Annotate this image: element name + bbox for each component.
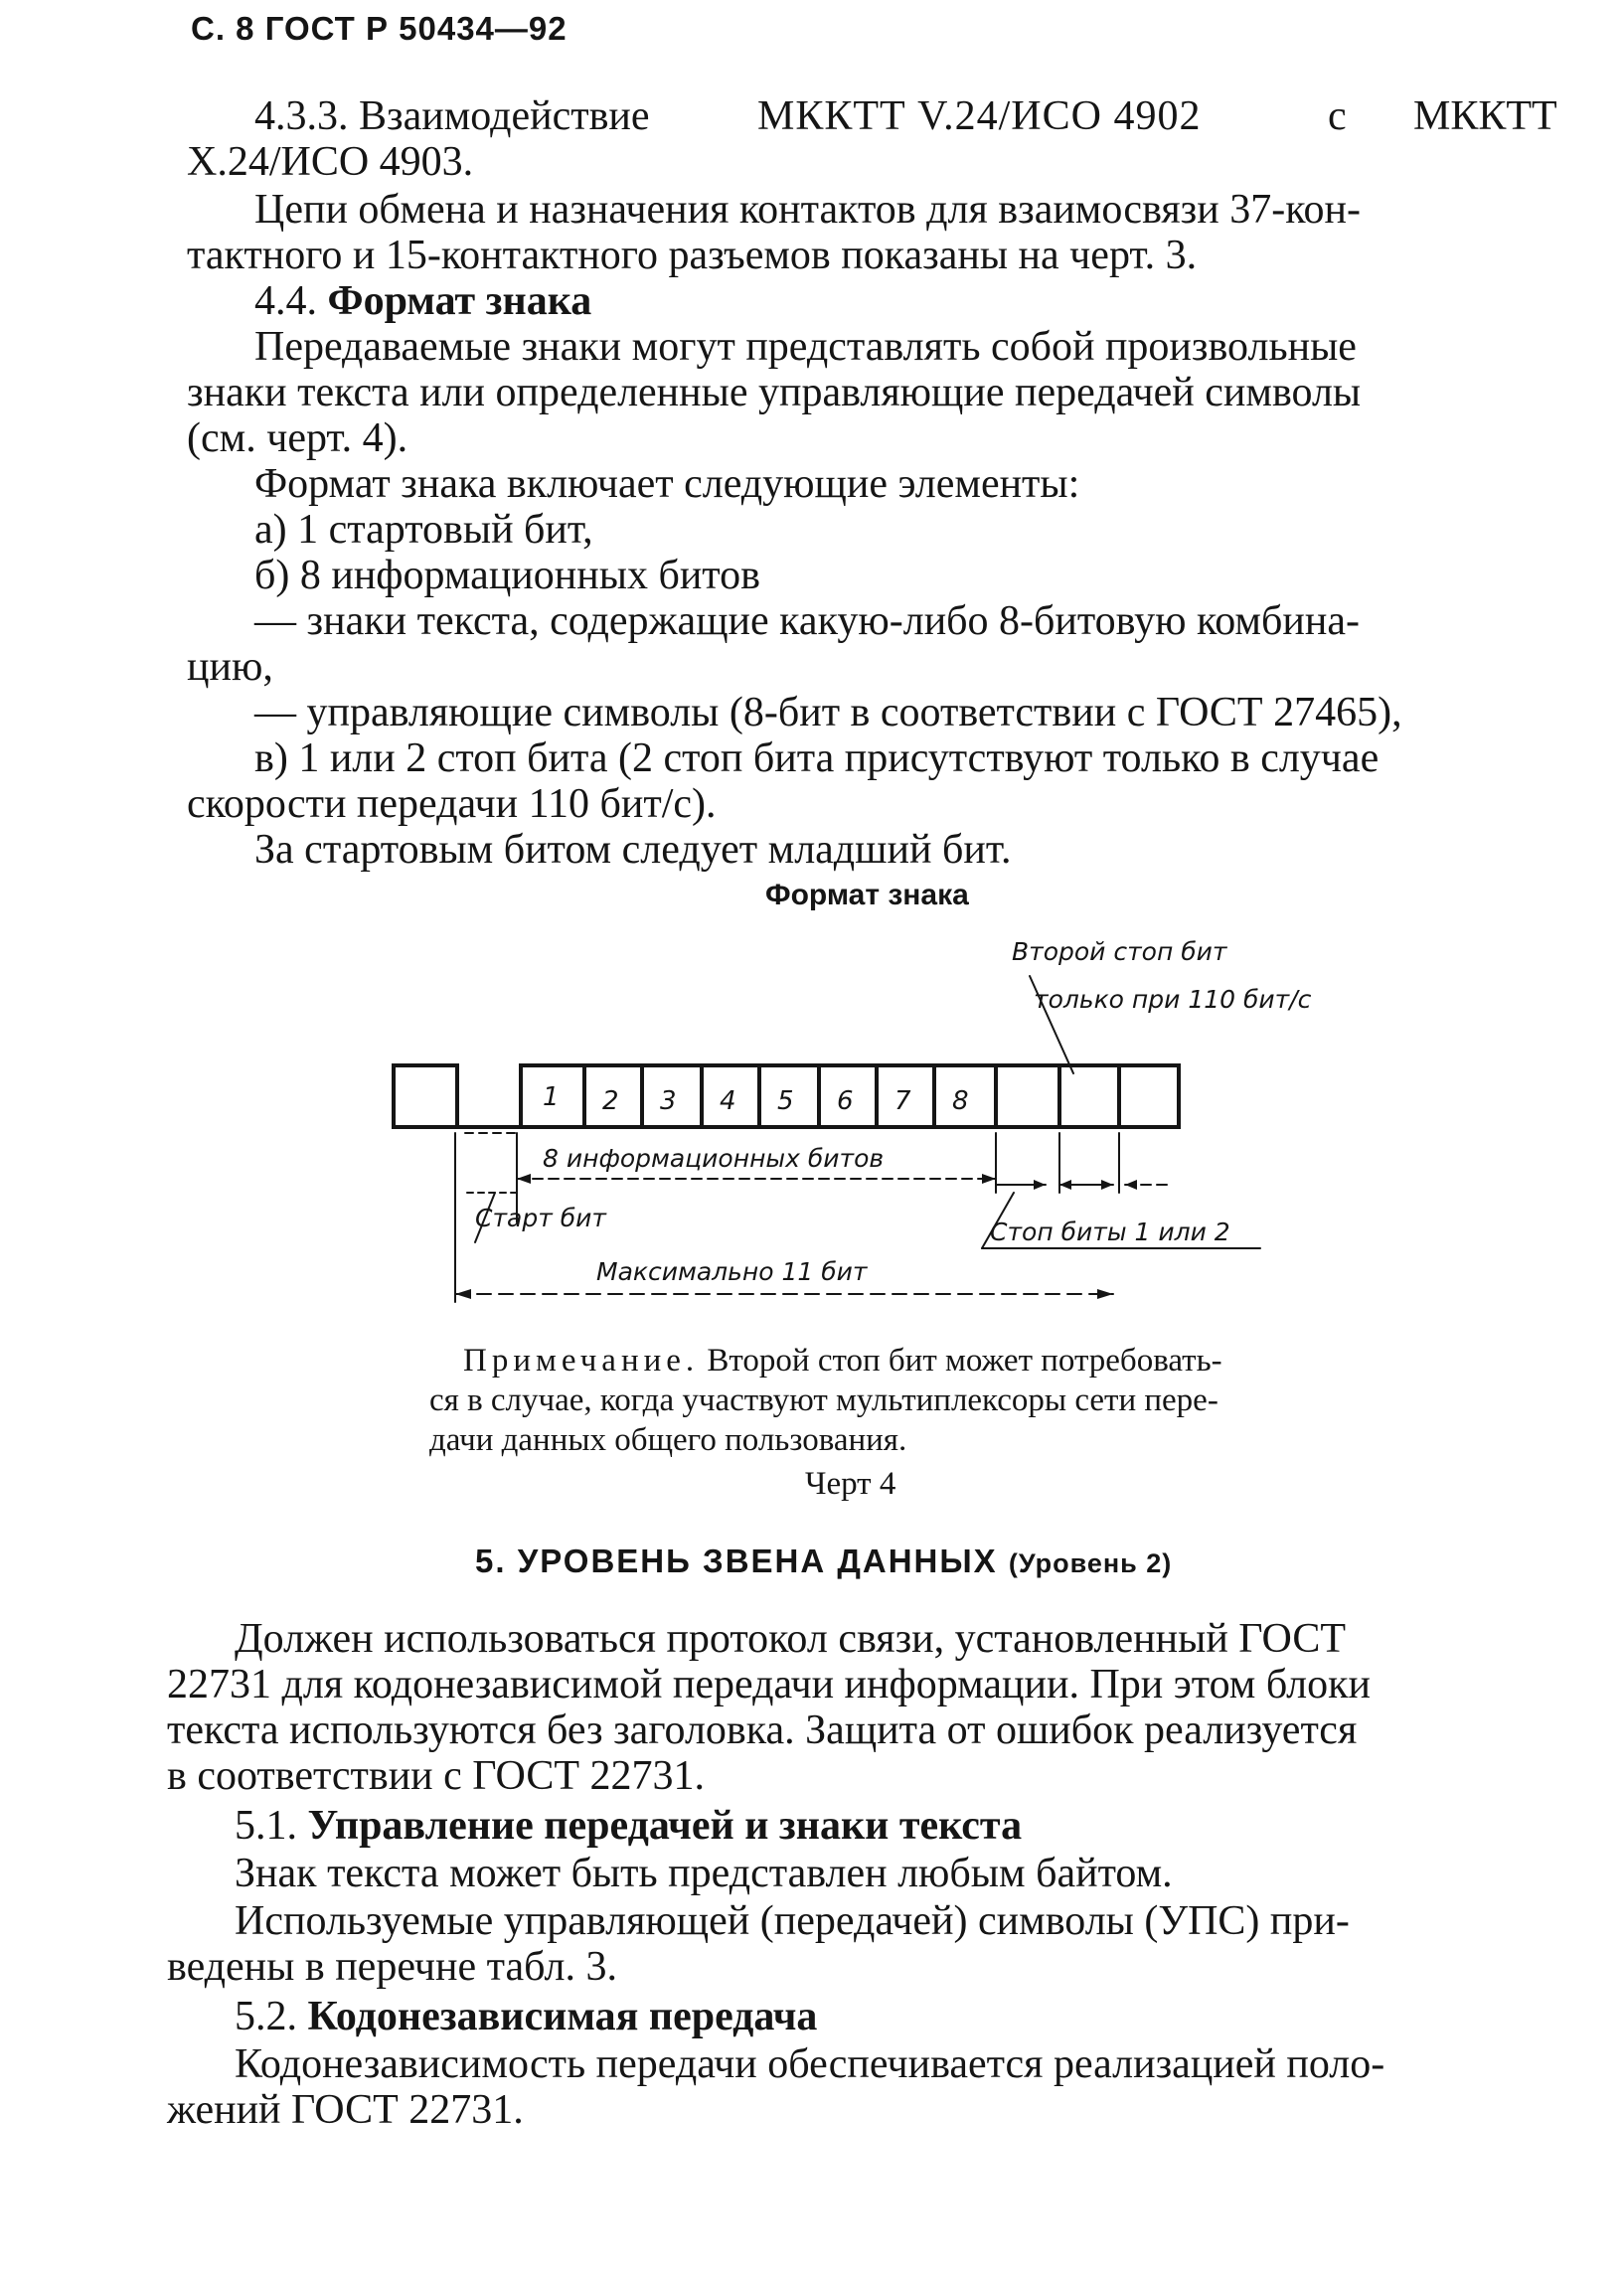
list-dash-text-line2: цию, <box>187 644 273 690</box>
idle-bit-box <box>394 1065 457 1127</box>
drawing-reference: Черт 4 <box>805 1466 896 1502</box>
note-label: Примечание. <box>463 1343 700 1379</box>
section-44-title: Формат знака <box>327 278 592 324</box>
label-stop-bits: Стоп биты 1 или 2 <box>990 1218 1230 1246</box>
figure-note-line2: ся в случае, когда участвуют мультиплексоры сети пере- <box>429 1382 1218 1418</box>
section-5-para-line1: Должен использоваться протокол связи, установленный ГОСТ <box>235 1616 1347 1662</box>
note-text: Второй стоп бит может потребовать- <box>699 1343 1222 1379</box>
list-dash-text-line1: — знаки текста, содержащие какую-либо 8-битовую комбина- <box>254 598 1360 644</box>
para-chars-line1: Передаваемые знаки могут представлять собой произвольные <box>254 324 1357 370</box>
next-start-box <box>1119 1065 1179 1127</box>
para-circuits-line1: Цепи обмена и назначения контактов для взаимосвязи 37-кон- <box>254 187 1361 233</box>
para-433-number: 4.3.3. Взаимодействие <box>254 93 650 139</box>
section-5-para-line4: в соответствии с ГОСТ 22731. <box>167 1753 706 1799</box>
bit-label-3: 3 <box>660 1086 677 1116</box>
section-52-para-line2: жений ГОСТ 22731. <box>167 2087 524 2133</box>
section-52-heading <box>235 1994 817 2039</box>
label-second-stop-condition: только при 110 бит/с <box>1034 985 1312 1014</box>
bit-label-4: 4 <box>720 1086 736 1116</box>
list-item-c-line1: в) 1 или 2 стоп бита (2 стоп бита присутствуют только в случае <box>254 735 1380 781</box>
section-5-para-line2: 22731 для кодонезависимой передачи информации. При этом блоки <box>167 1662 1372 1707</box>
stop-bit-box-2 <box>1059 1065 1119 1127</box>
list-item-c-line2: скорости передачи 110 бит/с). <box>187 781 717 827</box>
bit-label-8: 8 <box>952 1086 969 1116</box>
figure-caption: Формат знака <box>765 879 969 911</box>
section-51-para2-line1: Используемые управляющей (передачей) символы (УПС) при- <box>235 1898 1350 1944</box>
para-circuits-line2: тактного и 15-контактного разъемов показаны на черт. 3. <box>187 233 1198 278</box>
para-433-ref-v24: МККТТ V.24/ИСО 4902 <box>757 93 1202 139</box>
label-information-bits: 8 информационных битов <box>543 1144 885 1173</box>
bit-label-1: 1 <box>543 1082 560 1112</box>
list-item-b: б) 8 информационных битов <box>254 553 760 598</box>
section-51-number: 5.1. <box>235 1803 297 1849</box>
figure-note-line1 <box>463 1342 1222 1380</box>
bit-label-6: 6 <box>837 1086 854 1116</box>
bit-label-5: 5 <box>777 1086 794 1116</box>
para-chars-line3: (см. черт. 4). <box>187 415 408 461</box>
section-5-subtitle: (Уровень 2) <box>1008 1548 1173 1578</box>
para-start-bit: За стартовым битом следует младший бит. <box>254 827 1012 873</box>
label-second-stop-bit: Второй стоп бит <box>1012 937 1227 966</box>
section-5-para-line3: текста используются без заголовка. Защита от ошибок реализуется <box>167 1707 1358 1753</box>
para-433-ref-x24: Х.24/ИСО 4903. <box>187 139 474 185</box>
para-format-elements: Формат знака включает следующие элементы: <box>254 461 1080 507</box>
section-51-heading <box>235 1803 1022 1849</box>
list-dash-control: — управляющие символы (8-бит в соответствии с ГОСТ 27465), <box>254 690 1402 735</box>
page-header: С. 8 ГОСТ Р 50434—92 <box>191 10 568 47</box>
bit-label-7: 7 <box>894 1086 911 1116</box>
section-51-para2-line2: ведены в перечне табл. 3. <box>167 1944 617 1990</box>
list-item-a: а) 1 стартовый бит, <box>254 507 593 553</box>
section-52-number: 5.2. <box>235 1994 297 2039</box>
section-5-heading <box>475 1543 1172 1580</box>
section-51-para1: Знак текста может быть представлен любым байтом. <box>235 1851 1173 1896</box>
bit-label-2: 2 <box>602 1086 619 1116</box>
para-chars-line2: знаки текста или определенные управляющие передачей символы <box>187 370 1362 415</box>
label-maximum-bits: Максимально 11 бит <box>596 1257 868 1286</box>
label-start-bit: Старт бит <box>475 1204 606 1232</box>
section-52-title: Кодонезависимая передача <box>307 1994 818 2039</box>
section-52-para-line1: Кодонезависимость передачи обеспечивается реализацией поло- <box>235 2041 1385 2087</box>
figure-note-line3: дачи данных общего пользования. <box>429 1422 907 1458</box>
section-5-title: 5. УРОВЕНЬ ЗВЕНА ДАННЫХ <box>475 1543 998 1579</box>
section-51-title: Управление передачей и знаки текста <box>307 1803 1023 1849</box>
section-44-number: 4.4. <box>254 278 317 324</box>
para-433-with: с <box>1328 93 1347 139</box>
stop-bit-box-1 <box>996 1065 1059 1127</box>
para-433-ref-mkktt: МККТТ <box>1413 93 1557 139</box>
